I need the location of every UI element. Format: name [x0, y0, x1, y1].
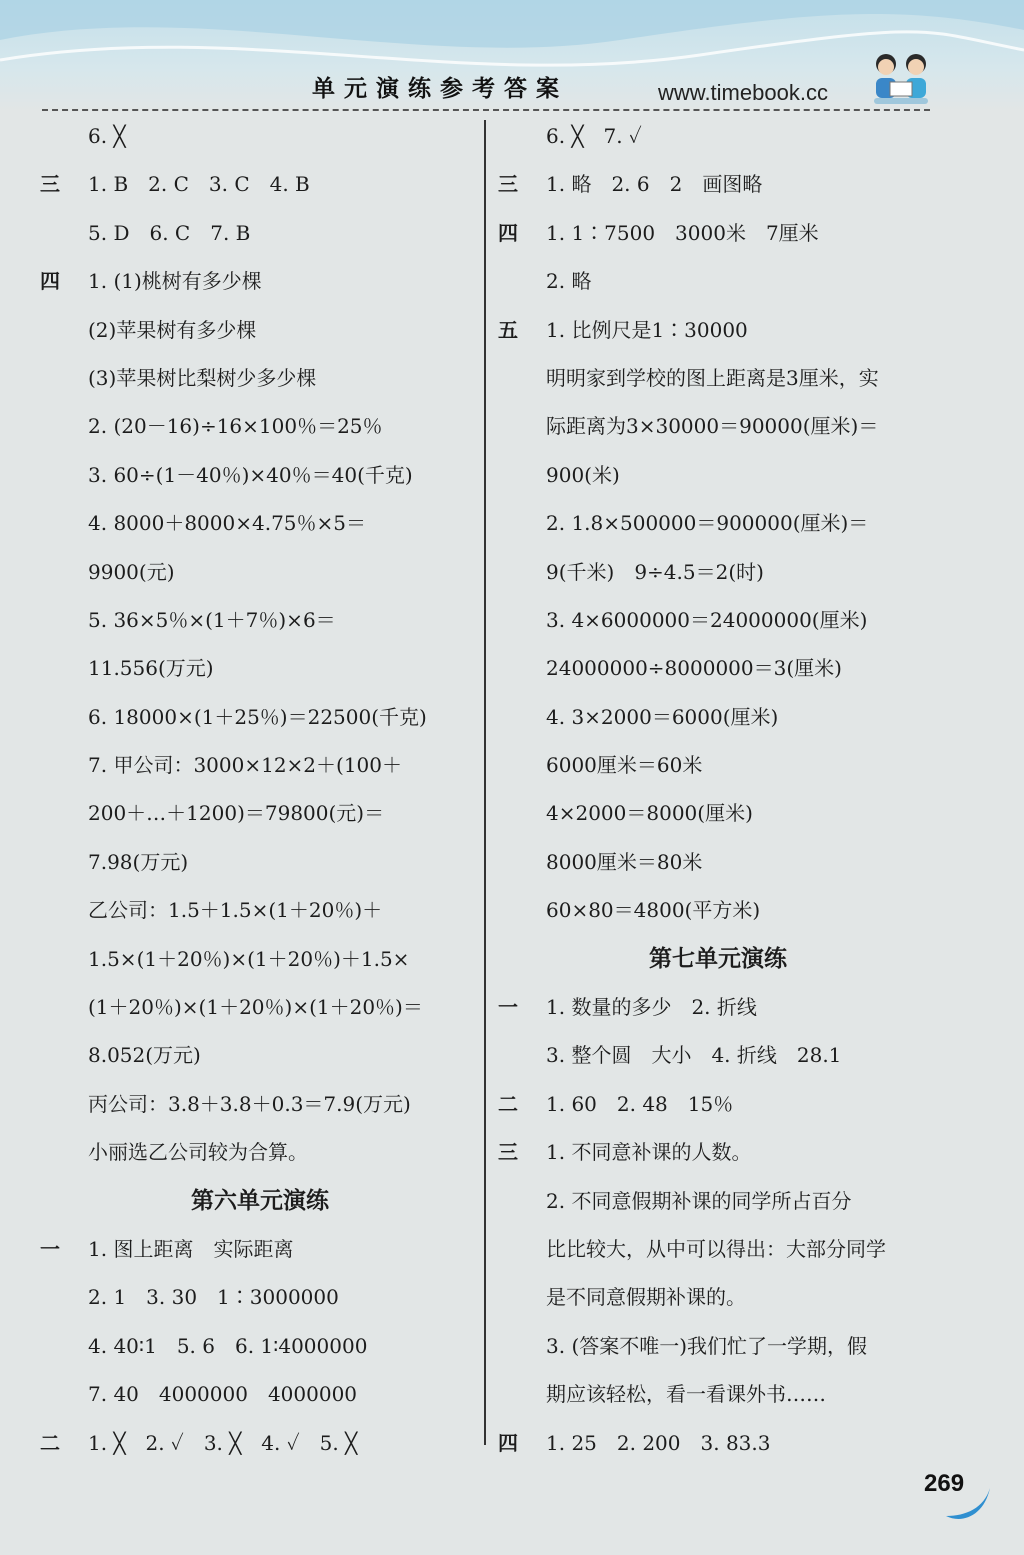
answer-line	[40, 1225, 480, 1273]
answer-line	[498, 257, 938, 305]
answer-text: 4. 8000＋8000×4.75％×5＝	[88, 511, 367, 536]
answer-text: 1. ╳ 2. ✓ 3. ╳ 4. ✓ 5. ╳	[88, 1430, 358, 1455]
answer-text: 1. B 2. C 3. C 4. B	[88, 172, 310, 197]
answer-line	[40, 402, 480, 450]
answer-line	[40, 257, 480, 305]
answer-line	[40, 1419, 480, 1467]
answer-line	[498, 112, 938, 160]
answer-line	[498, 499, 938, 547]
answer-text: (1＋20％)×(1＋20％)×(1＋20％)＝	[88, 995, 423, 1020]
answer-text: 3. 4×6000000＝24000000(厘米)	[546, 607, 868, 632]
answer-text: 11.556(万元)	[88, 656, 214, 681]
answer-line	[498, 306, 938, 354]
answer-text: 7.98(万元)	[88, 849, 189, 874]
answer-line	[40, 1273, 480, 1321]
section-marker: 二	[498, 1091, 518, 1116]
section-marker: 三	[498, 1140, 518, 1165]
page-number-swoosh-icon	[940, 1470, 996, 1526]
answer-text: 8000厘米＝80米	[546, 849, 703, 874]
answer-text: 1. 数量的多少 2. 折线	[546, 995, 757, 1020]
answer-text: 2. 1 3. 30 1∶3000000	[88, 1285, 339, 1310]
answer-text: 小丽选乙公司较为合算。	[88, 1140, 308, 1165]
answer-text: 4. 40∶1 5. 6 6. 1∶4000000	[88, 1333, 368, 1358]
answer-text: 9(千米) 9÷4.5＝2(时)	[546, 559, 764, 584]
answer-text: 3. 60÷(1－40％)×40％＝40(千克)	[88, 462, 413, 487]
answer-line	[40, 306, 480, 354]
answer-line	[498, 983, 938, 1031]
answer-line	[40, 1370, 480, 1418]
answer-line	[40, 160, 480, 208]
section-marker: 四	[40, 269, 60, 294]
answer-text: 6. ╳ 7. ✓	[546, 124, 642, 148]
section-marker: 三	[498, 172, 518, 197]
answer-line	[498, 789, 938, 837]
answer-text: 5. D 6. C 7. B	[88, 220, 251, 245]
answer-text: 200＋…＋1200)＝79800(元)＝	[88, 801, 385, 826]
answer-text: 9900(元)	[88, 559, 175, 584]
answer-text: 是不同意假期补课的。	[546, 1285, 746, 1310]
answer-text: 明明家到学校的图上距离是3厘米，实	[546, 365, 879, 390]
answer-line	[40, 596, 480, 644]
answer-line	[40, 1322, 480, 1370]
answer-line	[40, 209, 480, 257]
answer-line	[498, 693, 938, 741]
answer-line	[40, 983, 480, 1031]
answer-line	[40, 741, 480, 789]
left-column	[40, 112, 480, 1467]
column-divider	[484, 120, 486, 1445]
section-marker: 四	[498, 220, 518, 245]
section-marker: 五	[498, 317, 518, 342]
kids-reading-icon	[866, 50, 936, 108]
answer-line	[498, 354, 938, 402]
answer-line	[40, 935, 480, 983]
answer-text: 丙公司：3.8＋3.8＋0.3＝7.9(万元)	[88, 1091, 411, 1116]
answer-line	[498, 402, 938, 450]
answer-text: 3. 整个圆 大小 4. 折线 28.1	[546, 1043, 842, 1068]
right-column	[498, 112, 938, 1467]
answer-line	[498, 596, 938, 644]
answer-text: 24000000÷8000000＝3(厘米)	[546, 656, 842, 681]
answer-text: 7. 甲公司：3000×12×2＋(100＋	[88, 753, 403, 778]
answer-line	[40, 499, 480, 547]
answer-line	[498, 1419, 938, 1467]
page-number: 269	[924, 1470, 965, 1497]
answer-line	[40, 451, 480, 499]
answer-line	[498, 1225, 938, 1273]
answer-line	[498, 1177, 938, 1225]
header-url: www.timebook.cc	[658, 80, 828, 105]
answer-text: 7. 40 4000000 4000000	[88, 1382, 358, 1407]
header-dashed-rule	[42, 109, 930, 111]
section-marker: 一	[498, 995, 518, 1020]
answer-text: 2. 1.8×500000＝900000(厘米)＝	[546, 511, 869, 536]
answer-text: (2)苹果树有多少棵	[88, 317, 257, 342]
answer-text: 2. 不同意假期补课的同学所占百分	[546, 1188, 852, 1213]
answer-line	[498, 160, 938, 208]
answer-text: 1.5×(1＋20％)×(1＋20％)＋1.5×	[88, 946, 410, 971]
answer-text: 4×2000＝8000(厘米)	[546, 801, 753, 826]
answer-text: 1. 比例尺是1∶30000	[546, 317, 748, 342]
section-marker: 二	[40, 1430, 60, 1455]
answer-line	[40, 1128, 480, 1176]
answer-text: 1. 1∶7500 3000米 7厘米	[546, 220, 819, 245]
answer-text: 2. 略	[546, 269, 592, 294]
answer-line	[498, 1080, 938, 1128]
answer-line	[498, 741, 938, 789]
section-heading: 第七单元演练	[649, 945, 787, 972]
answer-text: 乙公司：1.5＋1.5×(1＋20％)＋	[88, 898, 383, 923]
section-marker: 三	[40, 172, 60, 197]
section-marker: 四	[498, 1430, 518, 1455]
answer-line	[498, 1031, 938, 1079]
answer-line	[40, 354, 480, 402]
answer-line	[498, 1370, 938, 1418]
answer-text: 3. (答案不唯一)我们忙了一学期，假	[546, 1333, 868, 1358]
answer-line	[498, 1128, 938, 1176]
answer-text: (3)苹果树比梨树少多少棵	[88, 365, 317, 390]
answer-text: 1. 图上距离 实际距离	[88, 1236, 294, 1261]
answer-line	[40, 1080, 480, 1128]
section-marker: 一	[40, 1236, 60, 1261]
answer-text: 6. 18000×(1＋25％)＝22500(千克)	[88, 704, 427, 729]
answer-text: 2. (20－16)÷16×100％＝25％	[88, 414, 383, 439]
answer-line	[40, 1031, 480, 1079]
answer-text: 期应该轻松，看一看课外书……	[546, 1382, 826, 1407]
answer-text: 5. 36×5％×(1＋7％)×6＝	[88, 607, 336, 632]
answer-text: 8.052(万元)	[88, 1043, 201, 1068]
answer-text: 1. 60 2. 48 15％	[546, 1091, 734, 1116]
answer-text: 6. ╳	[88, 124, 126, 148]
header-title: 单元演练参考答案	[312, 76, 568, 102]
answer-text: 比比较大，从中可以得出：大部分同学	[546, 1236, 886, 1261]
answer-text: 6000厘米＝60米	[546, 753, 703, 778]
answer-line	[498, 451, 938, 499]
answer-line	[498, 209, 938, 257]
answer-line	[498, 886, 938, 934]
answer-text: 际距离为3×30000＝90000(厘米)＝	[546, 414, 879, 439]
answer-line	[40, 548, 480, 596]
answer-line	[40, 886, 480, 934]
answer-text: 1. 不同意补课的人数。	[546, 1140, 752, 1165]
answer-text: 900(米)	[546, 462, 620, 487]
answer-text: 1. (1)桃树有多少棵	[88, 269, 262, 294]
answer-line	[40, 693, 480, 741]
answer-line	[498, 644, 938, 692]
answer-line	[40, 112, 480, 160]
answer-line	[40, 789, 480, 837]
answer-line	[498, 548, 938, 596]
answer-line	[40, 644, 480, 692]
answer-text: 60×80＝4800(平方米)	[546, 898, 761, 923]
answer-line	[40, 838, 480, 886]
answer-line	[498, 1273, 938, 1321]
answer-text: 4. 3×2000＝6000(厘米)	[546, 704, 779, 729]
answer-line	[498, 838, 938, 886]
answer-line	[498, 1322, 938, 1370]
answer-text: 1. 25 2. 200 3. 83.3	[546, 1430, 771, 1455]
answer-text: 1. 略 2. 6 2 画图略	[546, 172, 763, 197]
section-heading: 第六单元演练	[191, 1187, 329, 1214]
